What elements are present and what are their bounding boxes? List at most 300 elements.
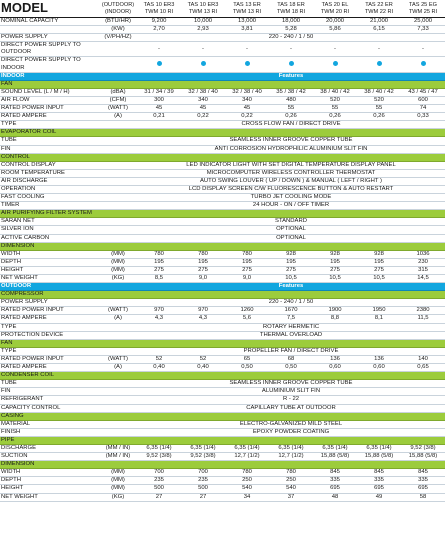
- section-label: EVAPORATOR COIL: [0, 129, 445, 137]
- spec-row: [0, 18, 445, 26]
- spec-value: -: [313, 42, 357, 57]
- spec-value: 52: [137, 355, 181, 363]
- spec-unit: (A): [99, 364, 137, 372]
- spec-unit: (WATT): [99, 355, 137, 363]
- spec-row: [0, 380, 445, 388]
- spec-value: -: [357, 42, 401, 57]
- spec-value: 34: [225, 493, 269, 501]
- spec-label: DEPTH: [0, 477, 99, 485]
- spec-label: SILVER ION: [0, 226, 99, 234]
- spec-row: [0, 194, 445, 202]
- spec-merged-value: PROPELLER FAN / DIRECT DRIVE: [137, 347, 445, 355]
- spec-label: HEIGHT: [0, 485, 99, 493]
- spec-merged-value: R - 22: [137, 396, 445, 404]
- spec-value: 38 / 40 / 42: [313, 88, 357, 96]
- spec-row: [0, 485, 445, 493]
- dot-icon: [421, 61, 426, 66]
- spec-value: 0,50: [225, 364, 269, 372]
- spec-label: DISCHARGE: [0, 444, 99, 452]
- spec-value: 12,7 (1/2): [269, 453, 313, 461]
- spec-value: 195: [357, 258, 401, 266]
- spec-value: 43 / 45 / 47: [401, 88, 445, 96]
- spec-label: HEIGHT: [0, 266, 99, 274]
- spec-value: 15,88 (5/8): [357, 453, 401, 461]
- spec-label: RATED AMPERE: [0, 315, 99, 323]
- spec-unit: [99, 299, 137, 307]
- spec-label: TYPE: [0, 347, 99, 355]
- spec-label: AIR DISCHARGE: [0, 177, 99, 185]
- spec-value: 45: [181, 105, 225, 113]
- spec-value: [357, 57, 401, 72]
- spec-value: 1670: [269, 307, 313, 315]
- spec-row: [0, 275, 445, 283]
- spec-value: 12,7 (1/2): [225, 453, 269, 461]
- model-col-1: TAS 10 ER3 TWM 13 RI: [181, 0, 225, 18]
- spec-unit: [99, 396, 137, 404]
- spec-row: [0, 88, 445, 96]
- dot-icon: [333, 61, 338, 66]
- spec-label: ACTIVE CARBON: [0, 234, 99, 242]
- model-col-5: TAS 22 ER TWM 22 RI: [357, 0, 401, 18]
- spec-value: 4,3: [181, 315, 225, 323]
- spec-unit: (CFM): [99, 96, 137, 104]
- section-label: FAN: [0, 339, 445, 347]
- spec-label: WIDTH: [0, 250, 99, 258]
- spec-unit: (MM): [99, 469, 137, 477]
- spec-value: 20,000: [313, 18, 357, 26]
- spec-value: [137, 57, 181, 72]
- spec-merged-value: CAPILLARY TUBE AT OUTDOOR: [137, 404, 445, 412]
- spec-row: [0, 364, 445, 372]
- spec-row: [0, 113, 445, 121]
- spec-value: 928: [269, 250, 313, 258]
- spec-label: TYPE: [0, 121, 99, 129]
- section-label: CONDENSER COIL: [0, 372, 445, 380]
- spec-value: 275: [181, 266, 225, 274]
- spec-value: 780: [137, 250, 181, 258]
- section-label: FAN: [0, 80, 445, 88]
- spec-unit: [99, 218, 137, 226]
- spec-value: 970: [137, 307, 181, 315]
- spec-unit: [99, 137, 137, 145]
- model-title: MODEL: [0, 0, 99, 18]
- spec-value: 8,1: [357, 315, 401, 323]
- spec-row: [0, 226, 445, 234]
- spec-value: 52: [181, 355, 225, 363]
- spec-value: 2380: [401, 307, 445, 315]
- spec-unit: (MM): [99, 258, 137, 266]
- spec-value: 540: [269, 485, 313, 493]
- spec-value: 520: [357, 96, 401, 104]
- spec-unit: (WATT): [99, 105, 137, 113]
- spec-value: 780: [225, 250, 269, 258]
- spec-label: ROOM TEMPERATURE: [0, 169, 99, 177]
- spec-unit: (V/PH/HZ): [99, 34, 137, 42]
- spec-label: SARAN NET: [0, 218, 99, 226]
- spec-label: RATED AMPERE: [0, 113, 99, 121]
- spec-value: 32 / 38 / 40: [181, 88, 225, 96]
- outdoor-indoor-header: (OUTDOOR) (INDOOR): [99, 0, 137, 18]
- spec-merged-value: 24 HOUR - ON / OFF TIMER: [137, 202, 445, 210]
- spec-row: [0, 169, 445, 177]
- spec-row: [0, 218, 445, 226]
- spec-unit: [99, 169, 137, 177]
- spec-unit: (BTU/HR): [99, 18, 137, 26]
- spec-value: 845: [401, 469, 445, 477]
- spec-row: [0, 57, 445, 72]
- spec-value: -: [181, 42, 225, 57]
- spec-unit: (A): [99, 315, 137, 323]
- spec-unit: [99, 202, 137, 210]
- spec-value: 780: [181, 250, 225, 258]
- spec-value: 10,5: [313, 275, 357, 283]
- section-header-row: [0, 339, 445, 347]
- spec-value: 55: [357, 105, 401, 113]
- spec-unit: [99, 177, 137, 185]
- spec-value: 0,40: [137, 364, 181, 372]
- spec-value: 275: [357, 266, 401, 274]
- spec-value: 45: [225, 105, 269, 113]
- section-label: INDOOR: [0, 72, 137, 80]
- section-header-row: [0, 461, 445, 469]
- spec-merged-value: MICROCOMPUTER WIRELESS CONTROLLER THERMOSTAT: [137, 169, 445, 177]
- spec-value: 500: [181, 485, 225, 493]
- spec-value: 230: [401, 258, 445, 266]
- spec-row: [0, 469, 445, 477]
- spec-value: 1260: [225, 307, 269, 315]
- spec-value: 11,5: [401, 315, 445, 323]
- spec-value: 845: [313, 469, 357, 477]
- spec-merged-value: 220 - 240 / 1 / 50: [137, 299, 445, 307]
- spec-value: 6,15: [357, 26, 401, 34]
- spec-value: 700: [137, 469, 181, 477]
- spec-value: 340: [225, 96, 269, 104]
- spec-value: 0,60: [313, 364, 357, 372]
- spec-value: 55: [313, 105, 357, 113]
- spec-unit: [99, 234, 137, 242]
- spec-value: 7,33: [401, 26, 445, 34]
- section-label: PIPE: [0, 436, 445, 444]
- spec-value: 25,000: [401, 18, 445, 26]
- spec-row: [0, 105, 445, 113]
- spec-value: 9,0: [225, 275, 269, 283]
- spec-row: [0, 299, 445, 307]
- spec-merged-value: CROSS FLOW FAN / DIRECT DRIVE: [137, 121, 445, 129]
- spec-value: 0,50: [269, 364, 313, 372]
- spec-value: 2,93: [181, 26, 225, 34]
- section-label: OUTDOOR: [0, 283, 137, 291]
- spec-row: [0, 355, 445, 363]
- spec-value: 1900: [313, 307, 357, 315]
- spec-value: 695: [401, 485, 445, 493]
- spec-unit: [99, 331, 137, 339]
- spec-unit: (MM / IN): [99, 453, 137, 461]
- spec-row: [0, 96, 445, 104]
- spec-merged-value: OPTIONAL: [137, 226, 445, 234]
- spec-row: [0, 444, 445, 452]
- spec-row: [0, 137, 445, 145]
- spec-merged-value: 220 - 240 / 1 / 50: [137, 34, 445, 42]
- spec-value: 68: [269, 355, 313, 363]
- spec-merged-value: SEAMLESS INNER GROOVE COPPER TUBE: [137, 380, 445, 388]
- spec-value: 0,22: [225, 113, 269, 121]
- spec-value: [401, 57, 445, 72]
- features-label: Features: [137, 283, 445, 291]
- section-label: DIMENSION: [0, 242, 445, 250]
- spec-unit: [99, 388, 137, 396]
- section-header-row: [0, 291, 445, 299]
- spec-value: 695: [357, 485, 401, 493]
- spec-value: 9,52 (3/8): [137, 453, 181, 461]
- spec-value: 195: [181, 258, 225, 266]
- spec-unit: [99, 226, 137, 234]
- spec-value: 32 / 38 / 40: [225, 88, 269, 96]
- spec-value: 27: [181, 493, 225, 501]
- spec-label: REFRIGERANT: [0, 396, 99, 404]
- spec-row: [0, 323, 445, 331]
- model-col-4: TAS 20 EL TWM 20 RI: [313, 0, 357, 18]
- spec-row: [0, 177, 445, 185]
- spec-value: 49: [357, 493, 401, 501]
- spec-row: [0, 161, 445, 169]
- spec-value: 48: [313, 493, 357, 501]
- spec-label: RATED POWER INPUT: [0, 355, 99, 363]
- spec-label: FIN: [0, 388, 99, 396]
- spec-unit: (A): [99, 113, 137, 121]
- spec-value: 15,88 (5/8): [313, 453, 357, 461]
- section-header-row: [0, 80, 445, 88]
- spec-value: 9,52 (3/8): [401, 444, 445, 452]
- spec-merged-value: ROTARY HERMETIC: [137, 323, 445, 331]
- spec-value: 1950: [357, 307, 401, 315]
- spec-value: 275: [225, 266, 269, 274]
- spec-label: DEPTH: [0, 258, 99, 266]
- spec-unit: [99, 404, 137, 412]
- spec-label: POWER SUPPLY: [0, 34, 99, 42]
- spec-row: [0, 493, 445, 501]
- spec-value: 18,000: [269, 18, 313, 26]
- spec-value: -: [225, 42, 269, 57]
- spec-unit: [99, 420, 137, 428]
- dot-icon: [289, 61, 294, 66]
- spec-label: TUBE: [0, 137, 99, 145]
- spec-merged-value: STANDARD: [137, 218, 445, 226]
- spec-value: 340: [181, 96, 225, 104]
- spec-merged-value: TURBO JET COOLING MODE: [137, 194, 445, 202]
- spec-value: 275: [313, 266, 357, 274]
- spec-merged-value: THERMAL OVERLOAD: [137, 331, 445, 339]
- spec-row: [0, 307, 445, 315]
- spec-value: 6,35 (1/4): [137, 444, 181, 452]
- spec-label: TYPE: [0, 323, 99, 331]
- section-label: AIR PURIFYING FILTER SYSTEM: [0, 210, 445, 218]
- spec-value: 140: [401, 355, 445, 363]
- model-col-3: TAS 18 ER TWM 18 RI: [269, 0, 313, 18]
- section-header-row: [0, 210, 445, 218]
- model-col-6: TAS 25 EG TWM 25 RI: [401, 0, 445, 18]
- model-col-2: TAS 13 ER TWM 13 RI: [225, 0, 269, 18]
- spec-value: [181, 57, 225, 72]
- spec-row: [0, 396, 445, 404]
- spec-label: RATED POWER INPUT: [0, 307, 99, 315]
- spec-value: 10,5: [357, 275, 401, 283]
- spec-value: 38 / 40 / 42: [357, 88, 401, 96]
- spec-value: 6,35 (1/4): [313, 444, 357, 452]
- spec-unit: (KW): [99, 26, 137, 34]
- spec-unit: (dBA): [99, 88, 137, 96]
- spec-value: 300: [137, 96, 181, 104]
- section-header-row: [0, 242, 445, 250]
- spec-unit: (KG): [99, 493, 137, 501]
- spec-label: FIN: [0, 145, 99, 153]
- model-col-0: TAS 10 ER3 TWM 10 RI: [137, 0, 181, 18]
- spec-value: 35 / 38 / 42: [269, 88, 313, 96]
- spec-value: 845: [357, 469, 401, 477]
- spec-row: [0, 428, 445, 436]
- spec-value: 315: [401, 266, 445, 274]
- spec-label: DIRECT POWER SUPPLY TO INDOOR: [0, 57, 99, 72]
- spec-label: PROTECTION DEVICE: [0, 331, 99, 339]
- spec-label: NET WEIGHT: [0, 275, 99, 283]
- spec-value: 0,26: [269, 113, 313, 121]
- spec-value: 4,3: [137, 315, 181, 323]
- spec-value: 15,88 (5/8): [401, 453, 445, 461]
- spec-value: 8,5: [137, 275, 181, 283]
- spec-value: 0,26: [357, 113, 401, 121]
- spec-label: RATED AMPERE: [0, 364, 99, 372]
- spec-merged-value: OPTIONAL: [137, 234, 445, 242]
- spec-value: 10,000: [181, 18, 225, 26]
- spec-value: 335: [313, 477, 357, 485]
- section-label: DIMENSION: [0, 461, 445, 469]
- spec-unit: [99, 428, 137, 436]
- spec-value: 14,5: [401, 275, 445, 283]
- spec-label: FAST COOLING: [0, 194, 99, 202]
- spec-value: 1036: [401, 250, 445, 258]
- spec-row: [0, 404, 445, 412]
- spec-value: [225, 57, 269, 72]
- spec-value: 0,21: [137, 113, 181, 121]
- dot-icon: [245, 61, 250, 66]
- spec-value: 195: [137, 258, 181, 266]
- spec-value: 235: [181, 477, 225, 485]
- spec-value: 9,52 (3/8): [181, 453, 225, 461]
- spec-label: CAPACITY CONTROL: [0, 404, 99, 412]
- spec-merged-value: ELECTRO-GALVANIZED MILD STEEL: [137, 420, 445, 428]
- spec-row: [0, 234, 445, 242]
- spec-value: 780: [225, 469, 269, 477]
- spec-value: 5,86: [313, 26, 357, 34]
- spec-value: 5,6: [225, 315, 269, 323]
- spec-value: 136: [357, 355, 401, 363]
- spec-unit: (MM): [99, 266, 137, 274]
- dot-icon: [157, 61, 162, 66]
- spec-row: [0, 477, 445, 485]
- spec-unit: [99, 121, 137, 129]
- spec-unit: [99, 145, 137, 153]
- spec-value: -: [269, 42, 313, 57]
- spec-row: [0, 121, 445, 129]
- spec-unit: (MM): [99, 477, 137, 485]
- spec-value: 928: [313, 250, 357, 258]
- spec-value: 2,70: [137, 26, 181, 34]
- spec-label: SOUND LEVEL (L / M / H): [0, 88, 99, 96]
- spec-merged-value: LED INDICATOR LIGHT WITH SET DIGITAL TEMPERATURE DISPLAY PANEL: [137, 161, 445, 169]
- spec-value: 58: [401, 493, 445, 501]
- spec-row: [0, 258, 445, 266]
- spec-merged-value: EPOXY POWDER COATING: [137, 428, 445, 436]
- spec-merged-value: ALUMINIUM SLIT FIN: [137, 388, 445, 396]
- spec-unit: [99, 194, 137, 202]
- section-header-row: [0, 412, 445, 420]
- spec-value: 335: [357, 477, 401, 485]
- spec-label: AIR FLOW: [0, 96, 99, 104]
- spec-label: CONTROL DISPLAY: [0, 161, 99, 169]
- spec-label: WIDTH: [0, 469, 99, 477]
- spec-value: 235: [137, 477, 181, 485]
- spec-value: 6,35 (1/4): [357, 444, 401, 452]
- spec-label: RATED POWER INPUT: [0, 105, 99, 113]
- spec-unit: [99, 185, 137, 193]
- spec-value: 0,60: [357, 364, 401, 372]
- spec-label: TIMER: [0, 202, 99, 210]
- spec-unit: [99, 57, 137, 72]
- spec-label: POWER SUPPLY: [0, 299, 99, 307]
- spec-row: [0, 420, 445, 428]
- spec-label: FINISH: [0, 428, 99, 436]
- spec-value: 10,5: [269, 275, 313, 283]
- spec-value: 928: [357, 250, 401, 258]
- spec-value: [313, 57, 357, 72]
- section-label: COMPRESSOR: [0, 291, 445, 299]
- spec-row: [0, 145, 445, 153]
- spec-value: 335: [401, 477, 445, 485]
- spec-value: 55: [269, 105, 313, 113]
- spec-merged-value: AUTO SWING LOUVER ( UP / DOWN ) & MANUAL ( LEFT / RIGHT ): [137, 177, 445, 185]
- spec-value: 6,35 (1/4): [225, 444, 269, 452]
- spec-unit: [99, 380, 137, 388]
- dot-icon: [201, 61, 206, 66]
- spec-unit: [99, 42, 137, 57]
- spec-value: 31 / 34 / 39: [137, 88, 181, 96]
- spec-merged-value: SEAMLESS INNER GROOVE COPPER TUBE: [137, 137, 445, 145]
- spec-row: [0, 388, 445, 396]
- spec-label: NOMINAL CAPACITY: [0, 18, 99, 26]
- spec-value: 0,33: [401, 113, 445, 121]
- spec-unit: (WATT): [99, 307, 137, 315]
- spec-value: 27: [137, 493, 181, 501]
- spec-value: [269, 57, 313, 72]
- spec-value: 65: [225, 355, 269, 363]
- spec-value: 136: [313, 355, 357, 363]
- spec-value: 3,81: [225, 26, 269, 34]
- spec-value: 500: [137, 485, 181, 493]
- model-header-row: [0, 0, 445, 18]
- spec-row: [0, 266, 445, 274]
- spec-value: 21,000: [357, 18, 401, 26]
- spec-value: 37: [269, 493, 313, 501]
- spec-value: 45: [137, 105, 181, 113]
- section-label: CASING: [0, 412, 445, 420]
- spec-row: [0, 315, 445, 323]
- spec-value: 0,26: [313, 113, 357, 121]
- spec-value: 695: [313, 485, 357, 493]
- spec-value: 520: [313, 96, 357, 104]
- spec-label: [0, 26, 99, 34]
- spec-value: 13,000: [225, 18, 269, 26]
- section-label: CONTROL: [0, 153, 445, 161]
- spec-value: 250: [269, 477, 313, 485]
